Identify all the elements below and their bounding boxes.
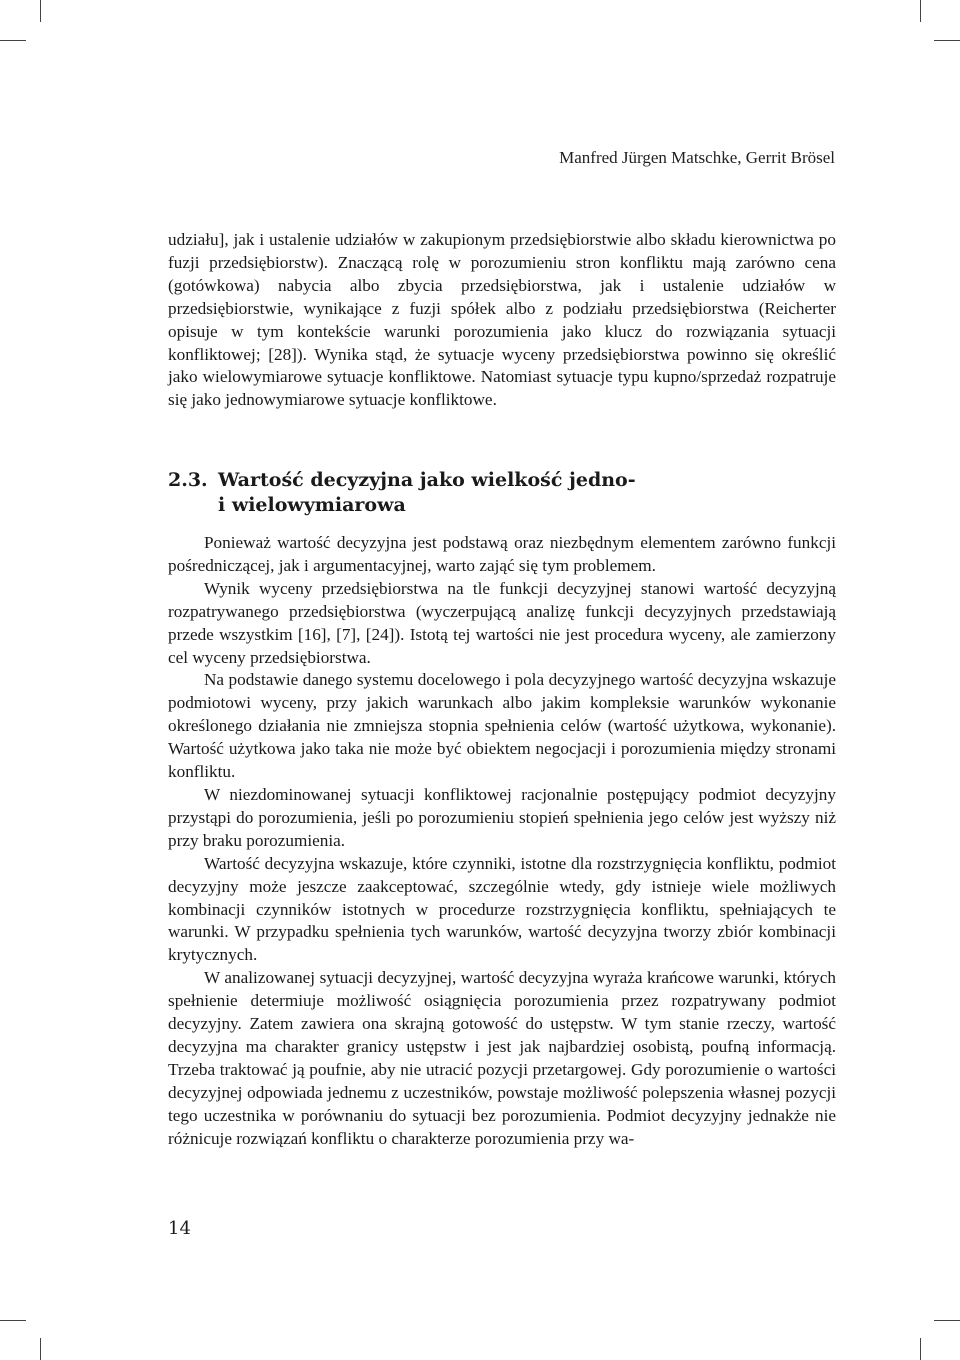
section-heading bbox=[168, 468, 768, 518]
paragraph: Wynik wyceny przedsiębiorstwa na tle funkcji decyzyjnej stanowi wartość decyzyjną rozpatrywanego przedsiębiorstwa (wyczerpującą analizę funkcji decyzyjnych przedstawiają przede wszystkim [16], [7], [24]). Istotą tej wartości nie jest procedura wyceny, ale zamierzony cel wyceny przedsiębiorstwa. bbox=[168, 578, 836, 667]
crop-mark bbox=[934, 1320, 960, 1321]
section-number: 2.3. bbox=[168, 469, 208, 491]
crop-mark bbox=[920, 0, 921, 22]
paragraph: W analizowanej sytuacji decyzyjnej, wartość decyzyjna wyraża krańcowe warunki, których spełnienie determiuje możliwość osiągnięcia porozumienia przez rozpatrywany podmiot decyzyjny. Zatem zawiera ona skrajną gotowość do ustępstw. W tym stanie rzeczy, wartość decyzyjna ma charakter granicy ustępstw i jest jak najbardziej osobistą, poufną informacją. Trzeba traktować ją poufnie, aby nie utracić pozycji przetargowej. Gdy porozumienie o wartości decyzyjnej odpowiada jednemu z uczestników, powstaje możliwość polepszenia własnej pozycji tego uczestnika w porównaniu do sytuacji bez porozumienia. Podmiot decyzyjny jednakże nie różnicuje rozwiązań konfliktu o charakterze porozumienia przy wa- bbox=[168, 968, 836, 1148]
crop-mark bbox=[934, 40, 960, 41]
crop-mark bbox=[0, 40, 26, 41]
crop-mark bbox=[40, 1338, 41, 1360]
page-number: 14 bbox=[168, 1218, 191, 1239]
paragraph: Wartość decyzyjna wskazuje, które czynniki, istotne dla rozstrzygnięcia konfliktu, podmiot decyzyjny może jeszcze zaakceptować, szczególnie wtedy, gdy istnieje wiele możliwych kombinacji czynników istotnych w procedurze rozstrzygnięcia konfliktu, spełniających te warunki. W przypadku spełnienia tych warunków, wartość decyzyjna tworzy zbiór kombinacji krytycznych. bbox=[168, 853, 836, 965]
paragraph: Na podstawie danego systemu docelowego i pola decyzyjnego wartość decyzyjna wskazuje podmiotowi wyceny, przy jakich warunkach albo jakim kompleksie warunków wykonanie określonego działania nie zmniejsza stopnia spełnienia celów (wartość użytkowa, wykonanie). Wartość użytkowa jako taka nie może być obiektem negocjacji i porozumienia między stronami konfliktu. bbox=[168, 670, 836, 782]
crop-mark bbox=[40, 0, 41, 22]
crop-mark bbox=[0, 1320, 26, 1321]
section-title-line2: i wielowymiarowa bbox=[218, 494, 406, 516]
crop-mark bbox=[920, 1338, 921, 1360]
intro-text bbox=[168, 229, 836, 412]
running-header: Manfred Jürgen Matschke, Gerrit Brösel bbox=[559, 148, 835, 167]
paragraph: W niezdominowanej sytuacji konfliktowej racjonalnie postępujący podmiot decyzyjny przystąpi do porozumienia, jeśli po porozumieniu stopień spełnienia jego celów jest wyższy niż przy braku porozumienia. bbox=[168, 784, 836, 850]
paragraph: Ponieważ wartość decyzyjna jest podstawą oraz niezbędnym elementem zarówno funkcji pośredniczącej, jak i argumentacyjnej, warto zająć się tym problemem. bbox=[168, 533, 836, 575]
section-title-line1: Wartość decyzyjna jako wielkość jedno- bbox=[218, 469, 636, 491]
intro-paragraph: udziału], jak i ustalenie udziałów w zakupionym przedsiębiorstwie albo składu kierownictwa po fuzji przedsiębiorstw). Znaczącą rolę w porozumieniu stron konfliktu mają zarówno cena (gotówkowa) nabycia albo zbycia przedsiębiorstwa, jak i ustalenie udziałów w przedsiębiorstwie, wynikające z fuzji spółek albo z podziału przedsiębiorstwa (Reicherter opisuje w tym kontekście warunki porozumienia jako klucz do rozwiązania sytuacji konfliktowej; [28]). Wynika stąd, że sytuacje wyceny przedsiębiorstwa powinno się określić jako wielowymiarowe sytuacje konfliktowe. Natomiast sytuacje typu kupno/sprzedaż rozpatruje się jako jednowymiarowe sytuacje konfliktowe. bbox=[168, 230, 836, 410]
section-body bbox=[168, 532, 836, 1150]
